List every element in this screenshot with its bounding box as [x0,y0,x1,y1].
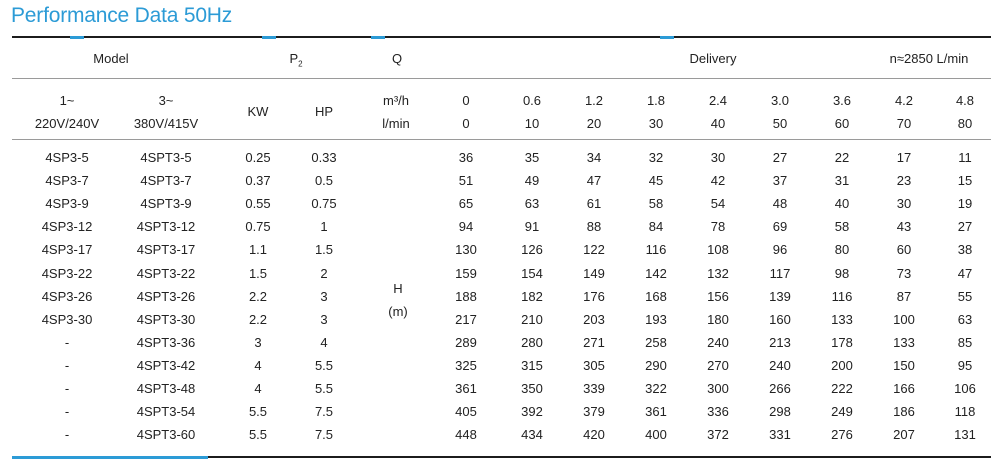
head-value: 130 [455,242,477,258]
head-label: H [393,281,403,296]
model-single-phase: 4SP3-7 [45,173,89,189]
head-value: 315 [521,357,543,373]
head-value: 305 [583,357,605,373]
head-value: 38 [957,242,973,258]
head-value: 434 [521,427,543,443]
flow-lmin-value: 60 [834,116,850,131]
head-value: 193 [645,311,667,327]
head-value: 30 [710,150,726,165]
model-three-phase: 4SPT3-48 [136,381,196,396]
head-value: 240 [707,334,729,350]
power-hp: 7.5 [314,427,334,443]
model-single-phase: 4SP3-12 [41,219,93,235]
head-value: 392 [521,404,543,420]
head-value: 213 [769,334,791,350]
head-value: 73 [896,265,912,281]
power-kw: 4 [254,381,262,396]
flow-m3h-value: 1.8 [646,93,666,108]
head-value: 182 [521,288,543,304]
head-value: 58 [648,196,664,212]
model-three-phase: 4SPT3-42 [136,357,196,373]
head-value: 34 [586,150,602,165]
model-single-phase: 4SP3-17 [41,242,93,258]
head-value: 178 [831,334,853,350]
flow-lmin-value: 20 [586,116,602,131]
power-kw: 0.25 [245,150,271,165]
power-hp: 5.5 [314,357,334,373]
head-value: 240 [769,357,791,373]
power-kw: 2.2 [248,311,268,327]
flow-m3h-value: 3.6 [832,93,852,108]
power-hp: 3 [320,288,328,304]
head-value: 276 [831,427,853,443]
head-value: 131 [954,427,976,443]
head-value: 207 [893,427,915,443]
head-value: 361 [645,404,667,420]
head-value: 266 [769,381,791,396]
power-hp: 5.5 [314,381,334,396]
head-value: 222 [831,381,853,396]
head-value: 27 [957,219,973,235]
flow-lmin-value: 70 [896,116,912,131]
head-value: 49 [524,173,540,189]
header-speed: n≈2850 L/min [889,51,969,66]
head-value: 58 [834,219,850,235]
flow-lmin-value: 80 [957,116,973,131]
header-three-phase: 3~ [158,93,174,108]
flow-lmin-value: 40 [710,116,726,131]
head-value: 94 [458,219,474,235]
head-value: 65 [458,196,474,212]
head-value: 43 [896,219,912,235]
power-hp: 1.5 [314,242,334,258]
header-divider-2 [12,139,991,140]
head-value: 54 [710,196,726,212]
head-value: 48 [772,196,788,212]
head-value: 372 [707,427,729,443]
bottom-accent [12,456,208,459]
flow-m3h-value: 0 [462,93,470,108]
head-value: 290 [645,357,667,373]
power-hp: 2 [320,265,328,281]
head-value: 95 [957,357,973,373]
head-value: 69 [772,219,788,235]
model-three-phase: 4SPT3-17 [136,242,196,258]
head-value: 122 [583,242,605,258]
head-value: 60 [896,242,912,258]
head-value: 47 [957,265,973,281]
head-value: 142 [645,265,667,281]
power-hp: 3 [320,311,328,327]
power-kw: 2.2 [248,288,268,304]
head-value: 15 [957,173,973,189]
power-kw: 5.5 [248,427,268,443]
header-unit-lmin: l/min [382,116,410,131]
head-value: 88 [586,219,602,235]
head-value: 270 [707,357,729,373]
head-value: 210 [521,311,543,327]
flow-m3h-value: 3.0 [770,93,790,108]
head-value: 300 [707,381,729,396]
head-value: 87 [896,288,912,304]
model-three-phase: 4SPT3-30 [136,311,196,327]
head-value: 32 [648,150,664,165]
head-value: 91 [524,219,540,235]
flow-lmin-value: 50 [772,116,788,131]
head-value: 118 [954,404,976,420]
head-value: 188 [455,288,477,304]
power-kw: 0.37 [245,173,271,189]
head-value: 108 [707,242,729,258]
head-value: 448 [455,427,477,443]
flow-lmin-value: 0 [462,116,470,131]
head-value: 150 [893,357,915,373]
model-single-phase: 4SP3-26 [41,288,93,304]
head-value: 258 [645,334,667,350]
top-accent-3 [371,36,385,39]
head-value: 63 [524,196,540,212]
model-three-phase: 4SPT3-26 [136,288,196,304]
head-value: 200 [831,357,853,373]
head-value: 336 [707,404,729,420]
head-value: 51 [458,173,474,189]
head-value: 156 [707,288,729,304]
head-value: 298 [769,404,791,420]
head-value: 22 [834,150,850,165]
header-p2-label: P [289,51,299,66]
page-title: Performance Data 50Hz [11,4,233,27]
model-three-phase: 4SPT3-7 [140,173,192,189]
head-value: 331 [769,427,791,443]
top-accent-1 [70,36,84,39]
head-value: 31 [834,173,850,189]
head-value: 350 [521,381,543,396]
head-value: 249 [831,404,853,420]
head-value: 11 [958,150,972,165]
model-three-phase: 4SPT3-54 [136,404,196,420]
head-value: 55 [957,288,973,304]
head-value: 126 [521,242,543,258]
model-single-phase: - [64,427,70,443]
head-value: 84 [648,219,664,235]
head-value: 35 [524,150,540,165]
top-accent-2 [262,36,276,39]
header-q: Q [391,51,403,66]
power-kw: 4 [254,357,262,373]
top-rule [12,36,991,38]
power-hp: 4 [320,334,328,350]
head-value: 280 [521,334,543,350]
power-kw: 1.5 [248,265,268,281]
model-single-phase: 4SP3-9 [45,196,89,212]
model-three-phase: 4SPT3-12 [136,219,196,235]
flow-m3h-value: 4.8 [955,93,975,108]
flow-m3h-value: 0.6 [522,93,542,108]
head-value: 217 [455,311,477,327]
head-value: 166 [893,381,915,396]
head-value: 116 [831,288,853,304]
head-value: 106 [954,381,976,396]
head-value: 361 [455,381,477,396]
power-hp: 1 [320,219,328,235]
head-value: 133 [831,311,853,327]
head-value: 139 [769,288,791,304]
head-value: 154 [521,265,543,281]
header-divider-1 [12,78,991,79]
flow-lmin-value: 10 [524,116,540,131]
head-value: 203 [583,311,605,327]
head-value: 379 [583,404,605,420]
power-kw: 5.5 [248,404,268,420]
model-single-phase: - [64,404,70,420]
head-value: 322 [645,381,667,396]
model-single-phase: - [64,381,70,396]
power-hp: 0.33 [311,150,337,165]
head-value: 23 [896,173,912,189]
power-kw: 3 [254,334,262,350]
head-value: 116 [645,242,667,258]
header-unit-m3h: m³/h [383,93,409,108]
flow-m3h-value: 2.4 [708,93,728,108]
head-value: 339 [583,381,605,396]
power-hp: 7.5 [314,404,334,420]
top-accent-4 [660,36,674,39]
head-value: 132 [707,265,729,281]
head-value: 159 [455,265,477,281]
header-hp: HP [314,104,334,119]
model-three-phase: 4SPT3-60 [136,427,196,443]
head-value: 30 [896,196,912,212]
head-value: 85 [957,334,973,350]
header-single-phase: 1~ [59,93,75,108]
head-value: 98 [834,265,850,281]
head-value: 100 [893,311,915,327]
power-kw: 0.75 [245,219,271,235]
head-value: 186 [893,404,915,420]
head-value: 42 [710,173,726,189]
model-single-phase: 4SP3-30 [41,311,93,327]
head-value: 160 [769,311,791,327]
head-value: 405 [455,404,477,420]
header-p2-subscript: 2 [298,59,303,69]
head-value: 63 [957,311,973,327]
head-value: 420 [583,427,605,443]
model-single-phase: - [64,334,70,350]
head-value: 19 [957,196,973,212]
header-three-phase-voltage: 380V/415V [133,116,199,131]
head-value: 96 [772,242,788,258]
head-value: 17 [896,150,912,165]
head-value: 176 [583,288,605,304]
flow-lmin-value: 30 [648,116,664,131]
head-value: 78 [710,219,726,235]
head-value: 168 [645,288,667,304]
power-hp: 0.5 [314,173,334,189]
model-single-phase: 4SP3-5 [45,150,89,165]
flow-m3h-value: 1.2 [584,93,604,108]
head-value: 325 [455,357,477,373]
head-value: 45 [648,173,664,189]
head-value: 149 [583,265,605,281]
model-three-phase: 4SPT3-5 [140,150,192,165]
power-kw: 1.1 [248,242,268,258]
head-value: 61 [586,196,602,212]
model-three-phase: 4SPT3-22 [136,265,196,281]
model-single-phase: 4SP3-22 [41,265,93,281]
head-value: 400 [645,427,667,443]
head-value: 40 [834,196,850,212]
model-three-phase: 4SPT3-36 [136,334,196,350]
model-three-phase: 4SPT3-9 [140,196,192,212]
flow-m3h-value: 4.2 [894,93,914,108]
header-p2 [261,51,331,73]
head-value: 80 [834,242,850,258]
head-unit: (m) [388,304,408,319]
head-value: 36 [458,150,474,165]
head-value: 117 [769,265,791,281]
header-single-phase-voltage: 220V/240V [34,116,100,131]
header-delivery: Delivery [689,51,737,66]
head-value: 289 [455,334,477,350]
power-kw: 0.55 [245,196,271,212]
model-single-phase: - [64,357,70,373]
head-value: 37 [772,173,788,189]
header-model: Model [93,51,129,66]
head-value: 47 [586,173,602,189]
power-hp: 0.75 [311,196,337,212]
head-value: 180 [707,311,729,327]
head-value: 133 [893,334,915,350]
head-value: 27 [772,150,788,165]
head-value: 271 [583,334,605,350]
header-kw: KW [247,104,269,119]
